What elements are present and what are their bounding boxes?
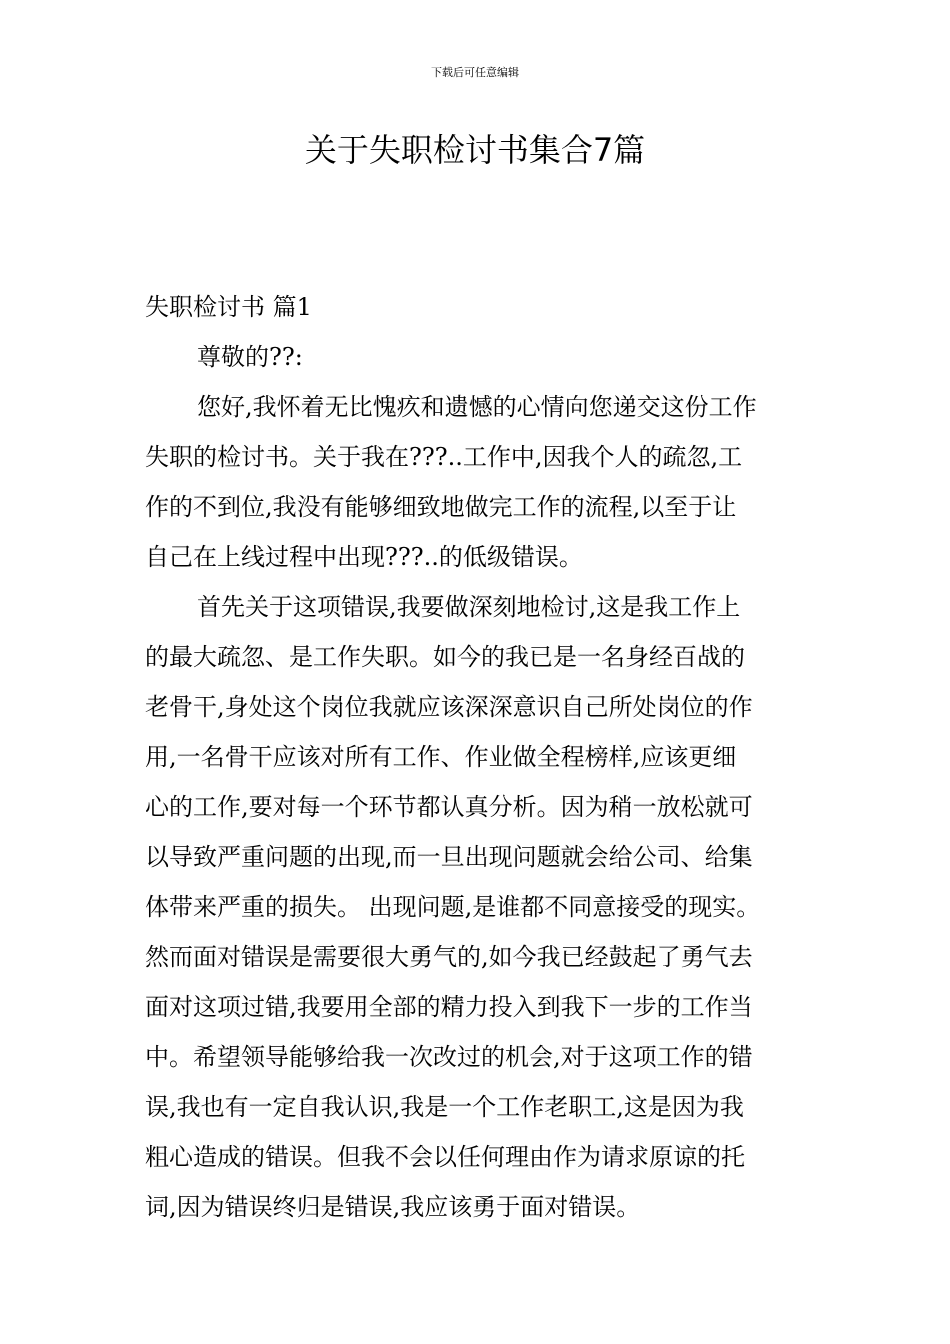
- body-line: 用,一名骨干应该对所有工作、作业做全程榜样,应该更细: [145, 743, 737, 771]
- salutation: 尊敬的??:: [197, 343, 303, 371]
- body-line: 中。希望领导能够给我一次改过的机会,对于这项工作的错: [145, 1043, 753, 1071]
- document-title: 关于失职检讨书集合7篇: [304, 131, 646, 169]
- body-line: 的最大疏忽、是工作失职。如今的我已是一名身经百战的: [145, 643, 745, 671]
- body-line: 失职的检讨书。关于我在???..工作中,因我个人的疏忽,工: [145, 443, 743, 471]
- body-line: 您好,我怀着无比愧疚和遗憾的心情向您递交这份工作: [197, 393, 757, 421]
- body-line: 作的不到位,我没有能够细致地做完工作的流程,以至于让: [145, 493, 737, 521]
- body-line: 误,我也有一定自我认识,我是一个工作老职工,这是因为我: [145, 1093, 744, 1121]
- body-line: 老骨干,身处这个岗位我就应该深深意识自己所处岗位的作: [145, 693, 753, 721]
- body-line: 体带来严重的损失。 出现问题,是谁都不同意接受的现实。: [145, 893, 761, 921]
- body-line: 首先关于这项错误,我要做深刻地检讨,这是我工作上: [197, 593, 741, 621]
- body-line: 然而面对错误是需要很大勇气的,如今我已经鼓起了勇气去: [145, 943, 753, 971]
- body-line: 词,因为错误终归是错误,我应该勇于面对错误。: [145, 1193, 641, 1221]
- body-line: 心的工作,要对每一个环节都认真分析。因为稍一放松就可: [145, 793, 753, 821]
- document-body: [145, 282, 805, 1232]
- section-heading: 失职检讨书 篇1: [145, 293, 312, 321]
- body-line: 面对这项过错,我要用全部的精力投入到我下一步的工作当: [145, 993, 753, 1021]
- body-line: 粗心造成的错误。但我不会以任何理由作为请求原谅的托: [145, 1143, 745, 1171]
- body-line: 以导致严重问题的出现,而一旦出现问题就会给公司、给集: [145, 843, 753, 871]
- body-line: 自己在上线过程中出现???..的低级错误。: [145, 543, 583, 571]
- header-note: 下载后可任意编辑: [431, 66, 519, 79]
